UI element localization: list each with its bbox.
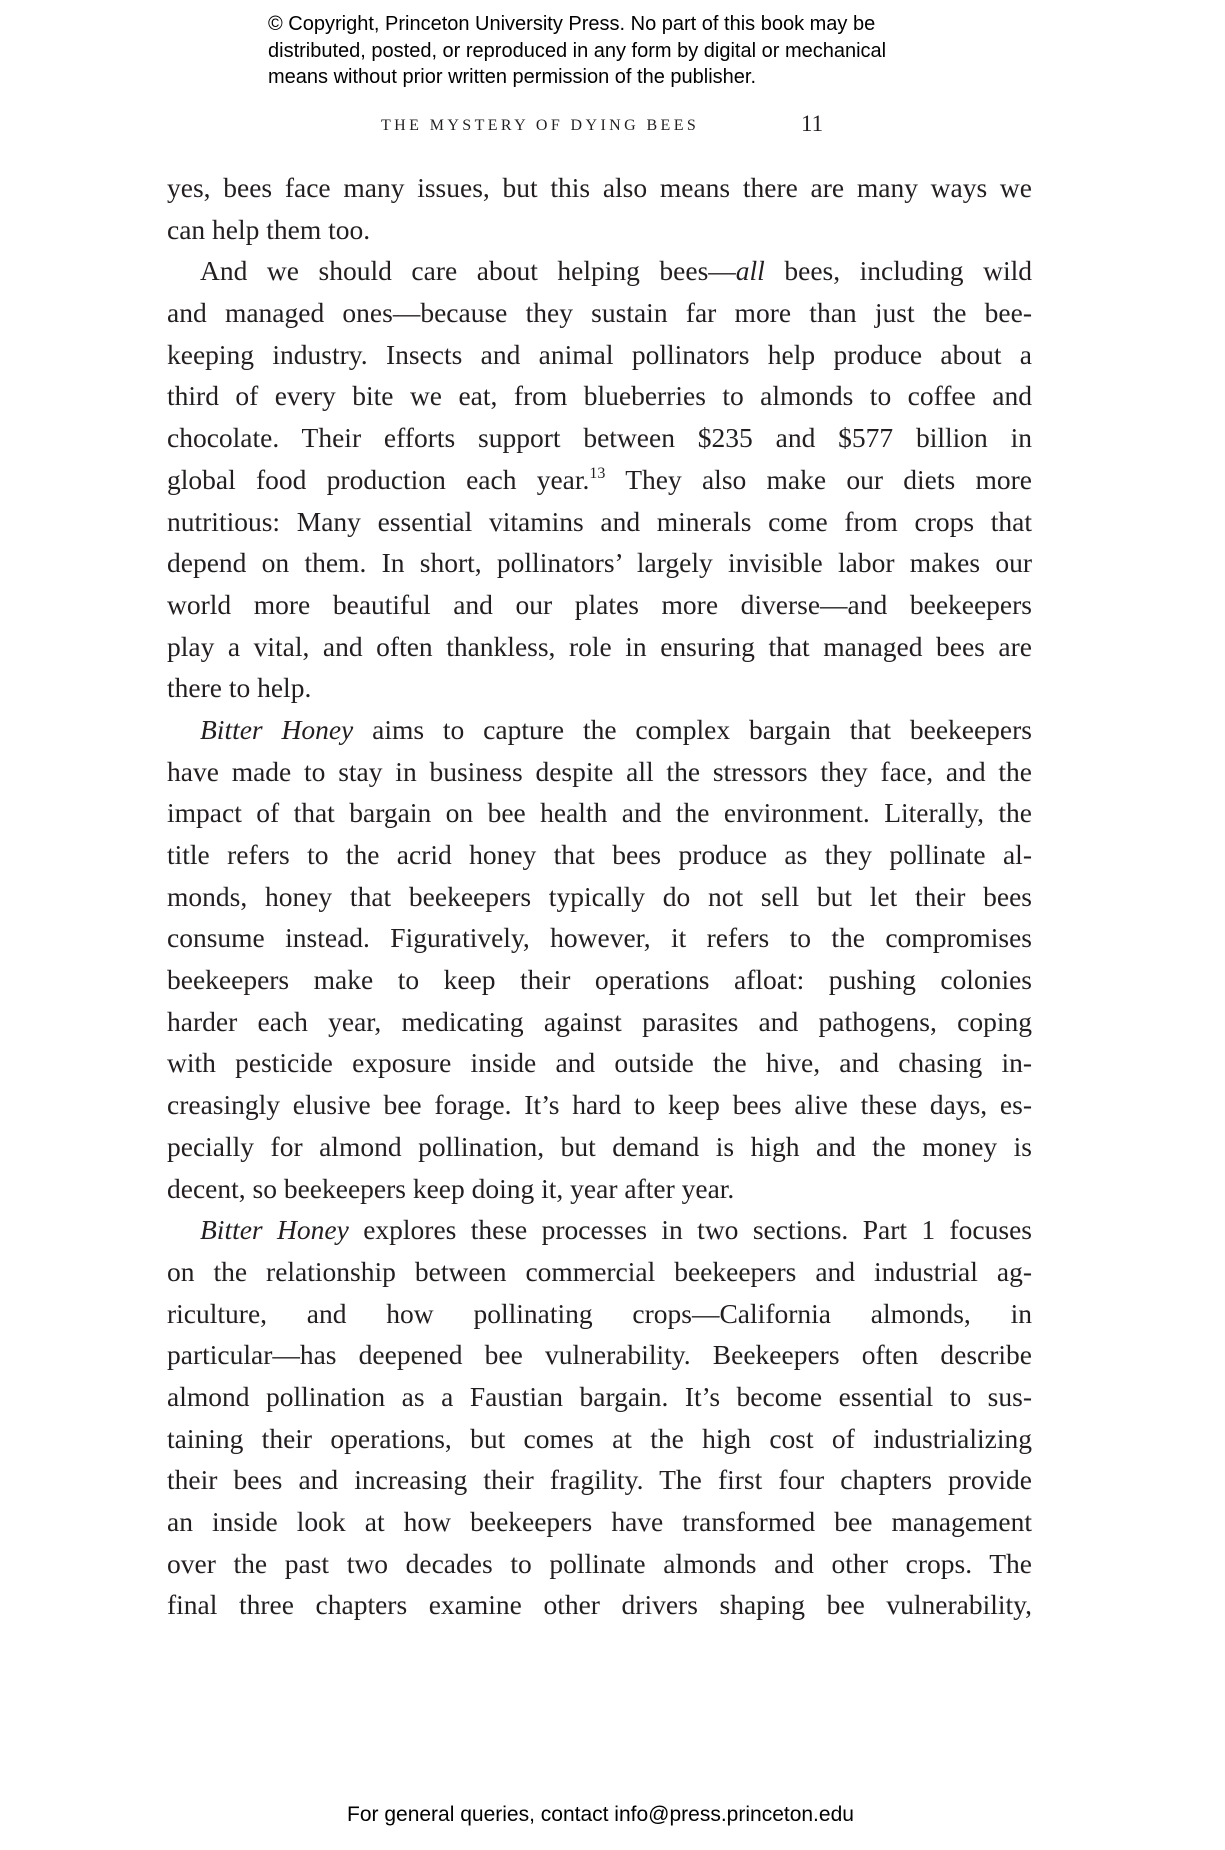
italic-text: Bitter Honey bbox=[200, 713, 354, 745]
text-run: can help them too. bbox=[167, 213, 371, 245]
text-run: there to help. bbox=[167, 672, 312, 704]
text-line bbox=[167, 1418, 1032, 1460]
text-line bbox=[167, 959, 1032, 1001]
text-run: depend on them. In short, pollinators’ largely invisible labor makes our bbox=[167, 547, 1032, 579]
text-run: bees, including wild bbox=[764, 255, 1032, 287]
text-run: particular—has deepened bee vulnerability. Beekeepers often describe bbox=[167, 1339, 1032, 1371]
text-line bbox=[167, 1293, 1032, 1335]
copyright-line: © Copyright, Princeton University Press. No part of this book may be bbox=[268, 13, 876, 35]
text-line bbox=[167, 1126, 1032, 1168]
text-line bbox=[167, 584, 1032, 626]
text-run: keeping industry. Insects and animal pollinators help produce about a bbox=[167, 338, 1032, 370]
text-line bbox=[167, 459, 1032, 501]
text-run: explores these processes in two sections. Part 1 focuses bbox=[348, 1214, 1032, 1246]
text-run: have made to stay in business despite all the stressors they face, and the bbox=[167, 755, 1032, 787]
text-line bbox=[167, 1209, 1032, 1251]
text-run: aims to capture the complex bargain that beekeepers bbox=[353, 713, 1032, 745]
text-line bbox=[167, 1168, 1032, 1210]
text-run: their bees and increasing their fragility. The first four chapters provide bbox=[167, 1464, 1032, 1496]
text-run: almond pollination as a Faustian bargain. It’s become essential to sus- bbox=[167, 1380, 1032, 1412]
running-head-title: THE MYSTERY OF DYING BEES bbox=[381, 117, 700, 134]
text-line bbox=[167, 1459, 1032, 1501]
text-run: title refers to the acrid honey that bees produce as they pollinate al- bbox=[167, 839, 1032, 870]
text-run: over the past two decades to pollinate almonds and other crops. The bbox=[167, 1547, 1032, 1579]
text-line bbox=[167, 501, 1032, 543]
page-number: 11 bbox=[801, 111, 824, 136]
copyright-notice bbox=[268, 11, 886, 91]
text-line bbox=[167, 751, 1032, 793]
text-run: nutritious: Many essential vitamins and minerals come from crops that bbox=[167, 505, 1032, 537]
text-line bbox=[167, 876, 1032, 918]
text-line bbox=[167, 626, 1032, 668]
text-line bbox=[167, 417, 1032, 459]
text-line bbox=[167, 167, 1032, 209]
text-line bbox=[167, 1042, 1032, 1084]
text-run: with pesticide exposure inside and outside the hive, and chasing in- bbox=[167, 1047, 1032, 1079]
text-run: play a vital, and often thankless, role in ensuring that managed bees are bbox=[167, 630, 1032, 662]
text-line bbox=[167, 250, 1032, 292]
text-line bbox=[167, 1376, 1032, 1418]
paragraph bbox=[167, 167, 1032, 250]
text-line bbox=[167, 1084, 1032, 1126]
text-run: pecially for almond pollination, but demand is high and the money is bbox=[167, 1130, 1032, 1162]
text-line bbox=[167, 375, 1032, 417]
paragraph bbox=[167, 250, 1032, 709]
text-run: final three chapters examine other drivers shaping bee vulnerability, bbox=[167, 1589, 1032, 1621]
text-line bbox=[167, 792, 1032, 834]
text-line bbox=[167, 667, 1032, 709]
copyright-line: distributed, posted, or reproduced in any form by digital or mechanical bbox=[268, 39, 887, 62]
text-run: beekeepers make to keep their operations afloat: pushing colonies bbox=[167, 964, 1032, 996]
text-run: world more beautiful and our plates more diverse—and beekeepers bbox=[167, 588, 1032, 620]
text-run: impact of that bargain on bee health and the environment. Literally, the bbox=[167, 797, 1032, 829]
text-line bbox=[167, 292, 1032, 334]
text-line bbox=[167, 834, 1032, 876]
text-run: yes, bees face many issues, but this also means there are many ways we bbox=[167, 172, 1032, 203]
text-line bbox=[167, 1334, 1032, 1376]
text-line bbox=[167, 1584, 1032, 1626]
text-run: on the relationship between commercial beekeepers and industrial ag- bbox=[167, 1255, 1032, 1287]
text-run: creasingly elusive bee forage. It’s hard to keep bees alive these days, es- bbox=[167, 1089, 1032, 1121]
text-run: riculture, and how pollinating crops—California almonds, in bbox=[167, 1297, 1032, 1329]
text-line bbox=[167, 209, 1032, 251]
text-line bbox=[167, 1251, 1032, 1293]
text-line bbox=[167, 1001, 1032, 1043]
footer-contact: For general queries, contact info@press.princeton.edu bbox=[347, 1803, 854, 1826]
text-line bbox=[167, 1501, 1032, 1543]
text-run: consume instead. Figuratively, however, it refers to the compromises bbox=[167, 922, 1032, 954]
paragraph bbox=[167, 1209, 1032, 1626]
text-run: harder each year, medicating against parasites and pathogens, coping bbox=[167, 1005, 1032, 1037]
text-run: chocolate. Their efforts support between $235 and $577 billion in bbox=[167, 422, 1032, 454]
text-run: an inside look at how beekeepers have transformed bee management bbox=[167, 1506, 1032, 1537]
text-run: They also make our diets more bbox=[605, 463, 1032, 495]
body-text bbox=[167, 167, 1032, 1626]
text-run: third of every bite we eat, from blueberries to almonds to coffee and bbox=[167, 380, 1032, 412]
italic-text: Bitter Honey bbox=[200, 1214, 349, 1246]
italic-text: all bbox=[735, 255, 765, 287]
text-line bbox=[167, 542, 1032, 584]
text-run: global food production each year. bbox=[167, 463, 590, 495]
text-line bbox=[167, 334, 1032, 376]
text-run: and managed ones—because they sustain far more than just the bee- bbox=[167, 297, 1032, 329]
text-run: taining their operations, but comes at the high cost of industrializing bbox=[167, 1422, 1032, 1454]
text-line bbox=[167, 1543, 1032, 1585]
text-line bbox=[167, 917, 1032, 959]
text-run: monds, honey that beekeepers typically do not sell but let their bees bbox=[167, 880, 1032, 912]
footnote-ref: 13 bbox=[589, 464, 606, 482]
text-line bbox=[167, 709, 1032, 751]
paragraph bbox=[167, 709, 1032, 1209]
text-run: decent, so beekeepers keep doing it, year after year. bbox=[167, 1172, 735, 1204]
copyright-line: means without prior written permission of the publisher. bbox=[268, 66, 757, 88]
text-run: And we should care about helping bees— bbox=[200, 255, 736, 287]
